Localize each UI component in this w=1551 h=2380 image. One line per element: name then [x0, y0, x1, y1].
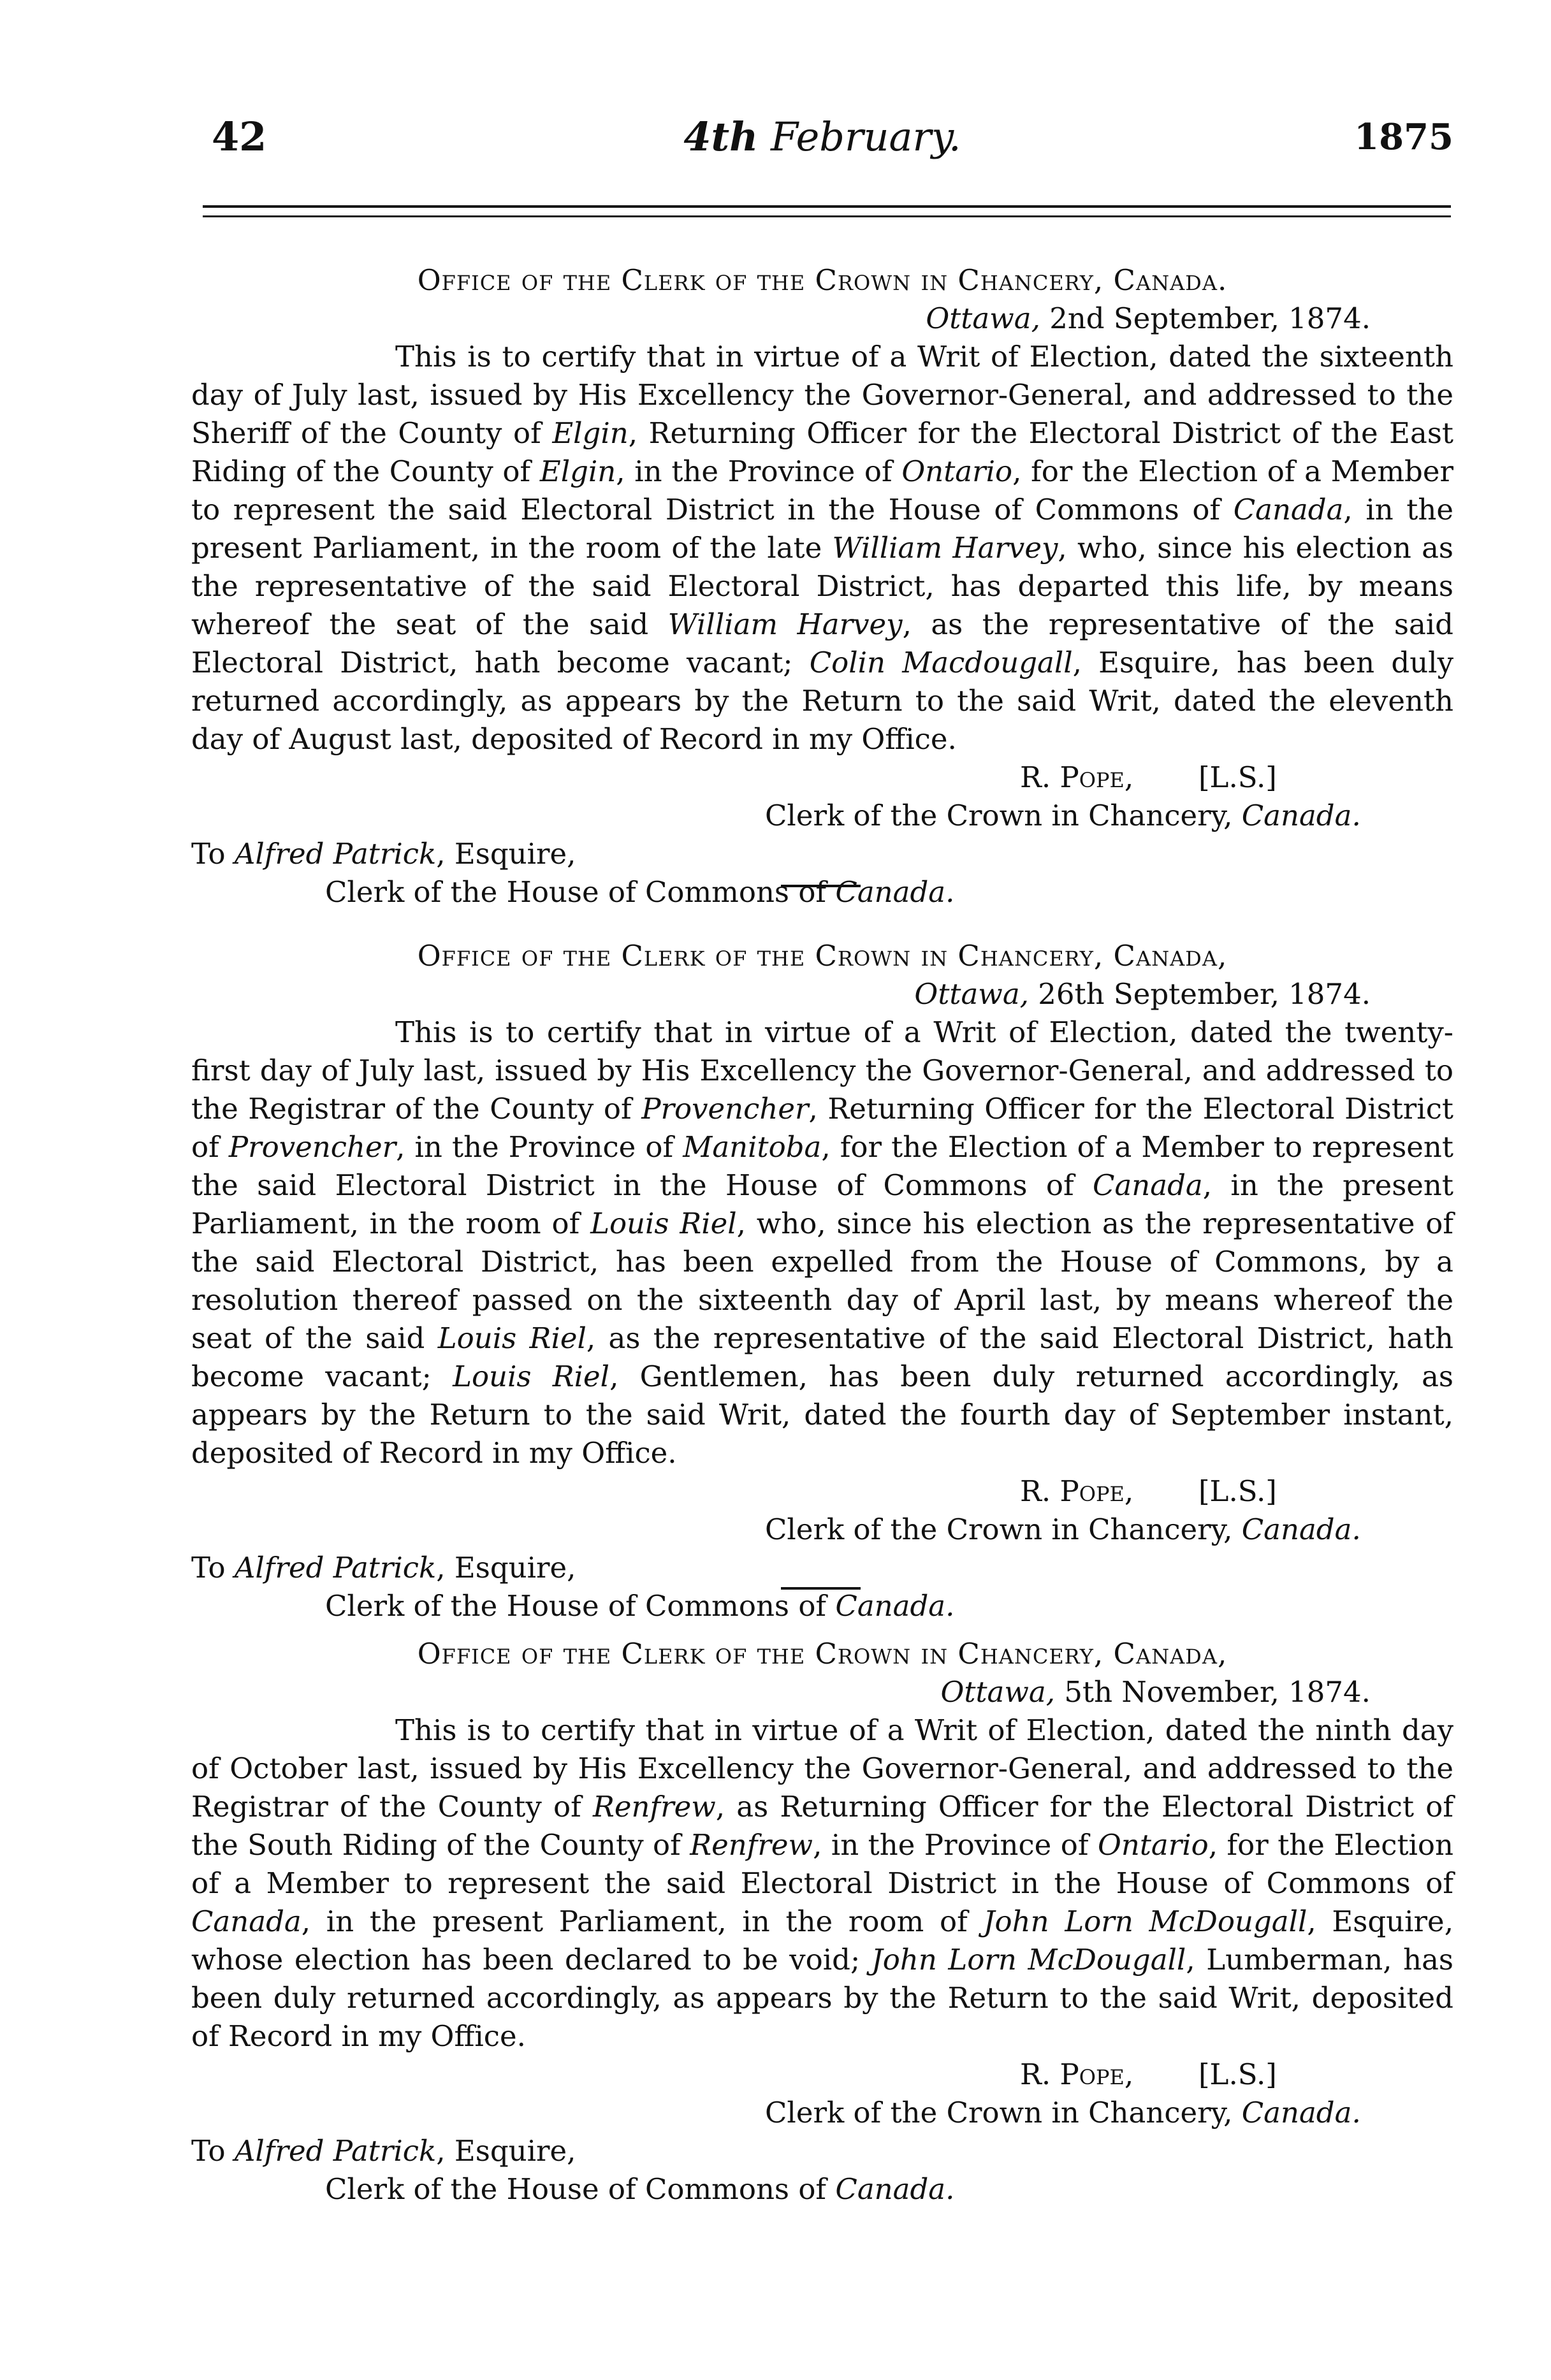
addressee-title-country: Canada.: [835, 2172, 955, 2206]
signature-title: [191, 1511, 1453, 1549]
body-name: Ontario: [1097, 1828, 1209, 1862]
notice-3: [191, 1635, 1453, 2209]
header-rule-thick: [203, 205, 1451, 208]
addressee-title-country: Canada.: [835, 1589, 955, 1623]
addressee-suffix: , Esquire,: [436, 1551, 576, 1585]
body-name: Colin Macdougall: [809, 646, 1073, 679]
body-text: , for the Election of a Member to represent the said Electoral District in the House of Commons of: [191, 1130, 1453, 1202]
page-year: 1875: [1354, 116, 1453, 158]
dateline-place: Ottawa,: [926, 301, 1040, 335]
dateline-date: 26th September, 1874.: [1038, 977, 1371, 1011]
body-text: This is to certify that in virtue of a Writ of Election, dated the twenty-first day of July last, issued by His Excellency the Governor-General, and addressed to the Registrar of the County of: [191, 1015, 1453, 1126]
body-name: Louis Riel: [590, 1207, 737, 1240]
body-text: , in the present Parliament, in the room of: [191, 1168, 1453, 1240]
notice-divider: [781, 1587, 861, 1590]
body-name: Canada: [1233, 493, 1344, 526]
body-text: , Gentlemen, has been duly returned accordingly, as appears by the Return to the said Writ, dated the fourth day of September instant, deposited of Record in my Office.: [191, 1360, 1453, 1470]
body-name: Canada: [1093, 1168, 1203, 1202]
body-name: Canada: [191, 1905, 302, 1938]
addressee-title: [191, 2170, 1453, 2209]
addressee-name: Alfred Patrick: [234, 1551, 437, 1585]
addressee-name: Alfred Patrick: [234, 2134, 437, 2168]
notice-dateline: [191, 1673, 1453, 1711]
addressee-line: [191, 2132, 1453, 2170]
body-name: Louis Riel: [437, 1321, 586, 1355]
body-text: , in the Province of: [813, 1828, 1098, 1862]
addressee-prefix: To: [191, 2134, 235, 2168]
running-head-date: 4th: [683, 113, 759, 160]
notice-1: [191, 261, 1453, 911]
body-name: John Lorn McDougall: [871, 1943, 1186, 1977]
addressee-title-text: Clerk of the House of Commons of: [325, 2172, 836, 2206]
notice-office-heading: Office of the Clerk of the Crown in Chancery, Canada.: [417, 263, 1228, 297]
notice-body: [191, 1013, 1453, 1472]
addressee-line: [191, 1549, 1453, 1587]
body-text: , as the representative of the said Electoral District, hath become vacant;: [191, 1321, 1454, 1393]
addressee-line: [191, 835, 1453, 873]
body-name: William Harvey: [832, 531, 1058, 565]
signature-seal: [L.S.]: [1198, 760, 1277, 794]
body-name: Louis Riel: [453, 1360, 610, 1393]
signature-name: R. Pope,: [1020, 2057, 1134, 2091]
dateline-place: Ottawa,: [914, 977, 1029, 1011]
addressee-prefix: To: [191, 837, 235, 871]
signature-title-country: Canada.: [1241, 1513, 1361, 1546]
notice-body: [191, 338, 1453, 758]
page-header: [191, 108, 1453, 166]
signature-name: R. Pope,: [1020, 1474, 1134, 1508]
body-text: , Esquire, whose election has been declared to be void;: [191, 1905, 1453, 1977]
addressee-title: [191, 1587, 1453, 1625]
body-name: Elgin: [552, 416, 629, 450]
dateline-date: 5th November, 1874.: [1064, 1675, 1371, 1709]
addressee-title-country: Canada.: [835, 875, 955, 909]
dateline-place: Ottawa,: [940, 1675, 1056, 1709]
signature-title: [191, 2094, 1453, 2132]
dateline-date: 2nd September, 1874.: [1049, 301, 1371, 335]
notice-dateline: [191, 975, 1453, 1013]
signature-seal: [L.S.]: [1198, 1474, 1277, 1508]
addressee-prefix: To: [191, 1551, 235, 1585]
signature-line: [191, 758, 1453, 797]
addressee-title-text: Clerk of the House of Commons of: [325, 1589, 836, 1623]
body-text: , who, since his election as the representative of the said Electoral District, has been expelled from the House of Commons, by a resolution thereof passed on the sixteenth day of April last, by means whereof the seat of the said: [191, 1207, 1454, 1355]
running-head: [191, 108, 1453, 166]
header-rule-thin: [203, 215, 1451, 217]
addressee-suffix: , Esquire,: [436, 2134, 576, 2168]
body-name: Renfrew: [690, 1828, 813, 1862]
signature-line: [191, 1472, 1453, 1511]
body-text: This is to certify that in virtue of a Writ of Election, dated the sixteenth day of July last, issued by His Excellency the Governor-General, and addressed to the Sheriff of the County of: [191, 340, 1453, 450]
signature-seal: [L.S.]: [1198, 2057, 1277, 2091]
body-name: John Lorn McDougall: [983, 1905, 1307, 1938]
page-number: 42: [212, 113, 267, 160]
body-name: Renfrew: [592, 1790, 716, 1824]
signature-line: [191, 2056, 1453, 2094]
notice-dateline: [191, 300, 1453, 338]
signature-title-text: Clerk of the Crown in Chancery,: [765, 2096, 1242, 2130]
signature-title-country: Canada.: [1241, 799, 1361, 832]
notice-body: [191, 1711, 1453, 2056]
body-text: , who, since his election as the representative of the said Electoral District, has departed this life, by means whereof the seat of the said: [191, 531, 1453, 641]
notice-office-heading: Office of the Clerk of the Crown in Chancery, Canada,: [417, 939, 1228, 973]
running-head-month: February.: [770, 113, 961, 160]
body-text: , in the Province of: [616, 454, 902, 488]
addressee-title: [191, 873, 1453, 911]
body-text: , for the Election of a Member to represent the said Electoral District in the House of Commons of: [191, 1828, 1453, 1900]
body-text: , in the present Parliament, in the room of: [301, 1905, 984, 1938]
body-text: , Esquire, has been duly returned accordingly, as appears by the Return to the said Writ, dated the eleventh day of August last, deposited of Record in my Office.: [191, 646, 1453, 756]
body-name: Manitoba: [683, 1130, 822, 1164]
body-text: , in the present Parliament, in the room of the late: [191, 493, 1454, 565]
signature-title-country: Canada.: [1241, 2096, 1361, 2130]
signature-title-text: Clerk of the Crown in Chancery,: [765, 1513, 1242, 1546]
body-name: Ontario: [901, 454, 1013, 488]
body-text: , as Returning Officer for the Electoral District of the South Riding of the County of: [191, 1790, 1453, 1862]
body-text: This is to certify that in virtue of a Writ of Election, dated the ninth day of October last, issued by His Excellency the Governor-General, and addressed to the Registrar of the County of: [191, 1713, 1453, 1824]
body-name: Provencher: [641, 1092, 809, 1126]
signature-name: R. Pope,: [1020, 760, 1134, 794]
addressee-title-text: Clerk of the House of Commons of: [325, 875, 836, 909]
notice-office-heading: Office of the Clerk of the Crown in Chancery, Canada,: [417, 1637, 1228, 1671]
notice-divider: [781, 885, 861, 887]
body-name: Provencher: [228, 1130, 397, 1164]
body-text: , in the Province of: [396, 1130, 683, 1164]
body-text: , Lumberman, has been duly returned accordingly, as appears by the Return to the said Writ, deposited of Record in my Office.: [191, 1943, 1453, 2053]
body-name: Elgin: [539, 454, 616, 488]
signature-title-text: Clerk of the Crown in Chancery,: [765, 799, 1242, 832]
signature-title: [191, 797, 1453, 835]
body-text: , for the Election of a Member to represent the said Electoral District in the House of Commons of: [191, 454, 1453, 526]
body-name: William Harvey: [667, 607, 903, 641]
body-text: , as the representative of the said Electoral District, hath become vacant;: [191, 607, 1453, 679]
body-text: , Returning Officer for the Electoral District of: [191, 1092, 1453, 1164]
body-text: , Returning Officer for the Electoral District of the East Riding of the County of: [191, 416, 1454, 488]
addressee-name: Alfred Patrick: [234, 837, 437, 871]
addressee-suffix: , Esquire,: [436, 837, 576, 871]
notice-2: [191, 937, 1453, 1625]
